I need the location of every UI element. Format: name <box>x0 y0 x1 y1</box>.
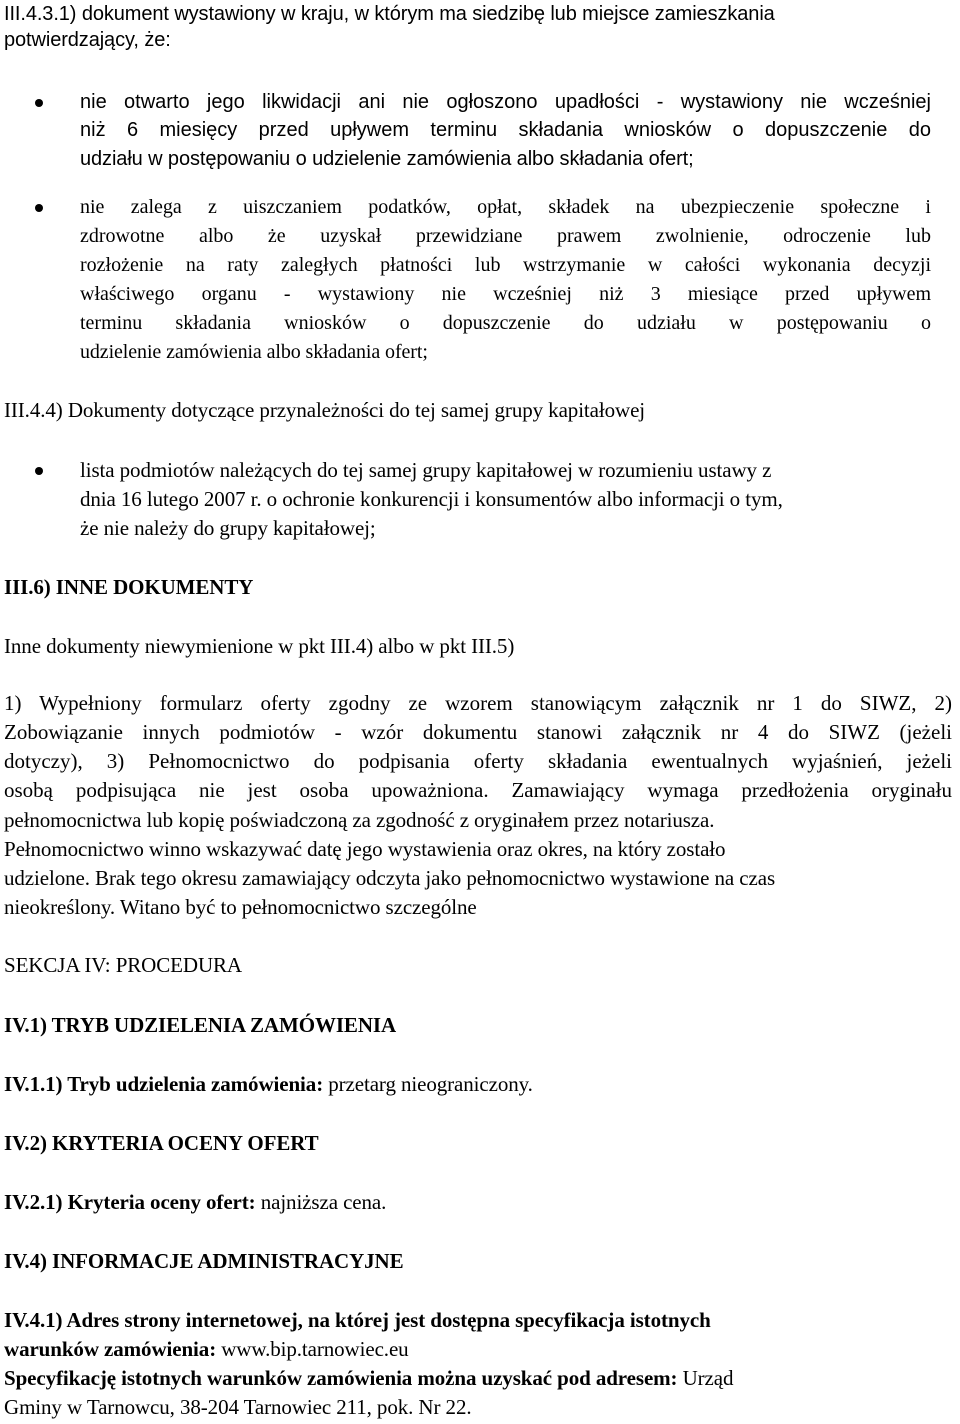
bullet1-line2: niż 6 miesięcy przed upływem terminu składania wniosków o dopuszczenie do <box>80 119 931 141</box>
bullet2-line1: nie zalega z uiszczaniem podatków, opłat, składek na ubezpieczenie społeczne i <box>80 196 931 218</box>
section-heading-iii-6: III.6) INNE DOKUMENTY <box>4 575 254 599</box>
bullet-icon <box>35 204 43 212</box>
bullet2-line6: udzielenie zamówienia albo składania ofert; <box>80 341 428 363</box>
other-documents-line5: pełnomocnictwa lub kopię poświadczoną za zgodność z oryginałem przez notariusza. <box>4 808 715 832</box>
other-documents-line2: Zobowiązanie innych podmiotów - wzór dokumentu stanowi załącznik nr 4 do SIWZ (jeżeli <box>4 720 952 744</box>
other-documents-line4: osobą podpisująca nie jest osoba upoważniona. Zamawiający wymaga przedłożenia oryginału <box>4 778 952 802</box>
section-heading-iii-4-4: III.4.4) Dokumenty dotyczące przynależności do tej samej grupy kapitałowej <box>4 398 646 422</box>
bullet2-line5: terminu składania wniosków o dopuszczenie do udziału w postępowaniu o <box>80 312 931 334</box>
evaluation-criteria: IV.2.1) Kryteria oceny ofert: najniższa cena. <box>4 1190 387 1214</box>
heading-iv-2: IV.2) KRYTERIA OCENY OFERT <box>4 1131 319 1155</box>
bullet3-line3: że nie należy do grupy kapitałowej; <box>80 516 376 540</box>
bullet1-line1: nie otwarto jego likwidacji ani nie ogłoszono upadłości - wystawiony nie wcześniej <box>80 91 931 113</box>
section-heading-iii-4-3-line1: III.4.3.1) dokument wystawiony w kraju, w którym ma siedzibę lub miejsce zamieszkania <box>4 3 775 25</box>
website-label-line1: IV.4.1) Adres strony internetowej, na której jest dostępna specyfikacja istotnych <box>4 1308 711 1332</box>
siwz-address-line1: Specyfikację istotnych warunków zamówienia można uzyskać pod adresem: Urząd <box>4 1366 734 1390</box>
bullet2-line3: rozłożenie na raty zaległych płatności lub wstrzymanie w całości wykonania decyzji <box>80 254 931 276</box>
other-documents-line8: nieokreślony. Witano być to pełnomocnictwo szczególne <box>4 895 477 919</box>
siwz-address-line2: Gminy w Tarnowcu, 38-204 Tarnowiec 211, pok. Nr 22. <box>4 1395 472 1419</box>
other-documents-line1: 1) Wypełniony formularz oferty zgodny ze wzorem stanowiącym załącznik nr 1 do SIWZ, 2) <box>4 691 952 715</box>
bullet-icon <box>35 467 43 475</box>
other-documents-line6: Pełnomocnictwo winno wskazywać datę jego wystawienia oraz okres, na który zostało <box>4 837 726 861</box>
other-documents-line3: dotyczy), 3) Pełnomocnictwo do podpisania oferty składania ewentualnych wyjaśnień, jeżeli <box>4 749 952 773</box>
section-heading-iv: SEKCJA IV: PROCEDURA <box>4 953 242 977</box>
section-heading-iii-4-3-line2: potwierdzający, że: <box>4 29 171 51</box>
bullet3-line2: dnia 16 lutego 2007 r. o ochronie konkurencji i konsumentów albo informacji o tym, <box>80 487 783 511</box>
bullet1-line3: udziału w postępowaniu o udzielenie zamówienia albo składania ofert; <box>80 148 694 170</box>
other-documents-line7: udzielone. Brak tego okresu zamawiający odczyta jako pełnomocnictwo wystawione na czas <box>4 866 776 890</box>
other-documents-intro: Inne dokumenty niewymienione w pkt III.4) albo w pkt III.5) <box>4 634 515 658</box>
bullet2-line4: właściwego organu - wystawiony nie wcześniej niż 3 miesiące przed upływem <box>80 283 931 305</box>
procedure-type: IV.1.1) Tryb udzielenia zamówienia: przetarg nieograniczony. <box>4 1072 533 1096</box>
website-address: warunków zamówienia: www.bip.tarnowiec.eu <box>4 1337 409 1361</box>
bullet3-line1: lista podmiotów należących do tej samej grupy kapitałowej w rozumieniu ustawy z <box>80 458 772 482</box>
bullet2-line2: zdrowotne albo że uzyskał przewidziane prawem zwolnienie, odroczenie lub <box>80 225 931 247</box>
heading-iv-4: IV.4) INFORMACJE ADMINISTRACYJNE <box>4 1249 404 1273</box>
heading-iv-1: IV.1) TRYB UDZIELENIA ZAMÓWIENIA <box>4 1013 397 1037</box>
bullet-icon <box>35 99 43 107</box>
